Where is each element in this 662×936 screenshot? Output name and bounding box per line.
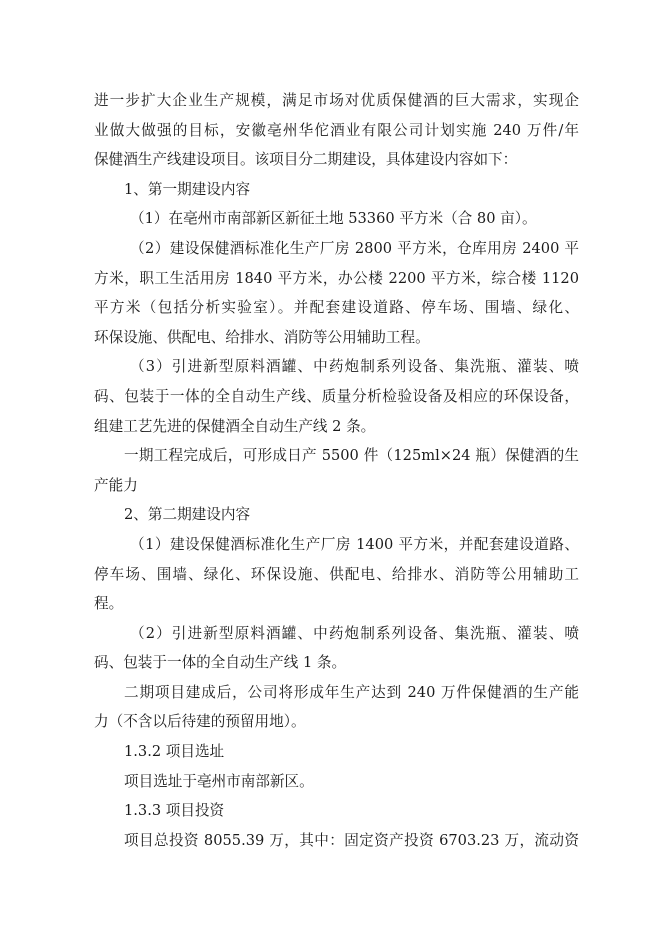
section-heading: 1、第一期建设内容	[124, 180, 251, 198]
paragraph-line: 程。	[94, 595, 124, 613]
paragraph-line: 产能力	[94, 476, 138, 494]
paragraph-line: 业做大做强的目标，安徽亳州华佗酒业有限公司计划实施 240 万件/年	[94, 121, 579, 139]
list-item: （3）引进新型原料酒罐、中药炮制系列设备、集洗瓶、灌装、喷	[130, 358, 579, 376]
document-body	[94, 86, 579, 855]
list-item: （1）建设保健酒标准化生产厂房 1400 平方米，并配套建设道路、	[130, 535, 579, 553]
paragraph-line: 停车场、围墙、绿化、环保设施、供配电、给排水、消防等公用辅助工	[94, 565, 579, 583]
paragraph-line: 平方米（包括分析实验室）。并配套建设道路、停车场、围墙、绿化、	[94, 299, 579, 317]
paragraph-line: 二期项目建成后，公司将形成年生产达到 240 万件保健酒的生产能	[124, 683, 579, 701]
paragraph-line: 项目选址于亳州市南部新区。	[124, 772, 314, 790]
paragraph-line: 一期工程完成后，可形成日产 5500 件（125ml×24 瓶）保健酒的生	[124, 447, 579, 465]
paragraph-line: 进一步扩大企业生产规模，满足市场对优质保健酒的巨大需求，实现企	[94, 92, 579, 109]
paragraph-line: 环保设施、供配电、给排水、消防等公用辅助工程。	[94, 328, 430, 346]
list-item: （2）建设保健酒标准化生产厂房 2800 平方米，仓库用房 2400 平	[130, 239, 579, 257]
section-heading: 2、第二期建设内容	[124, 506, 251, 524]
paragraph-line: 组建工艺先进的保健酒全自动生产线 2 条。	[94, 417, 376, 435]
section-heading: 1.3.2 项目选址	[124, 743, 225, 761]
paragraph-line: 项目总投资 8055.39 万，其中：固定资产投资 6703.23 万，流动资	[124, 831, 579, 849]
paragraph-line: 码、包装于一体的全自动生产线、质量分析检验设备及相应的环保设备，	[94, 387, 579, 405]
section-heading: 1.3.3 项目投资	[124, 802, 225, 820]
paragraph-line: 保健酒生产线建设项目。该项目分二期建设，具体建设内容如下：	[94, 151, 518, 169]
paragraph-line: 码、包装于一体的全自动生产线 1 条。	[94, 654, 347, 672]
list-item: （1）在亳州市南部新区新征土地 53360 平方米（合 80 亩）。	[130, 210, 537, 228]
paragraph-line: 力（不含以后待建的预留用地）。	[94, 713, 306, 731]
list-item: （2）引进新型原料酒罐、中药炮制系列设备、集洗瓶、灌装、喷	[130, 624, 579, 642]
paragraph-line: 方米，职工生活用房 1840 平方米，办公楼 2200 平方米，综合楼 1120	[94, 269, 579, 287]
